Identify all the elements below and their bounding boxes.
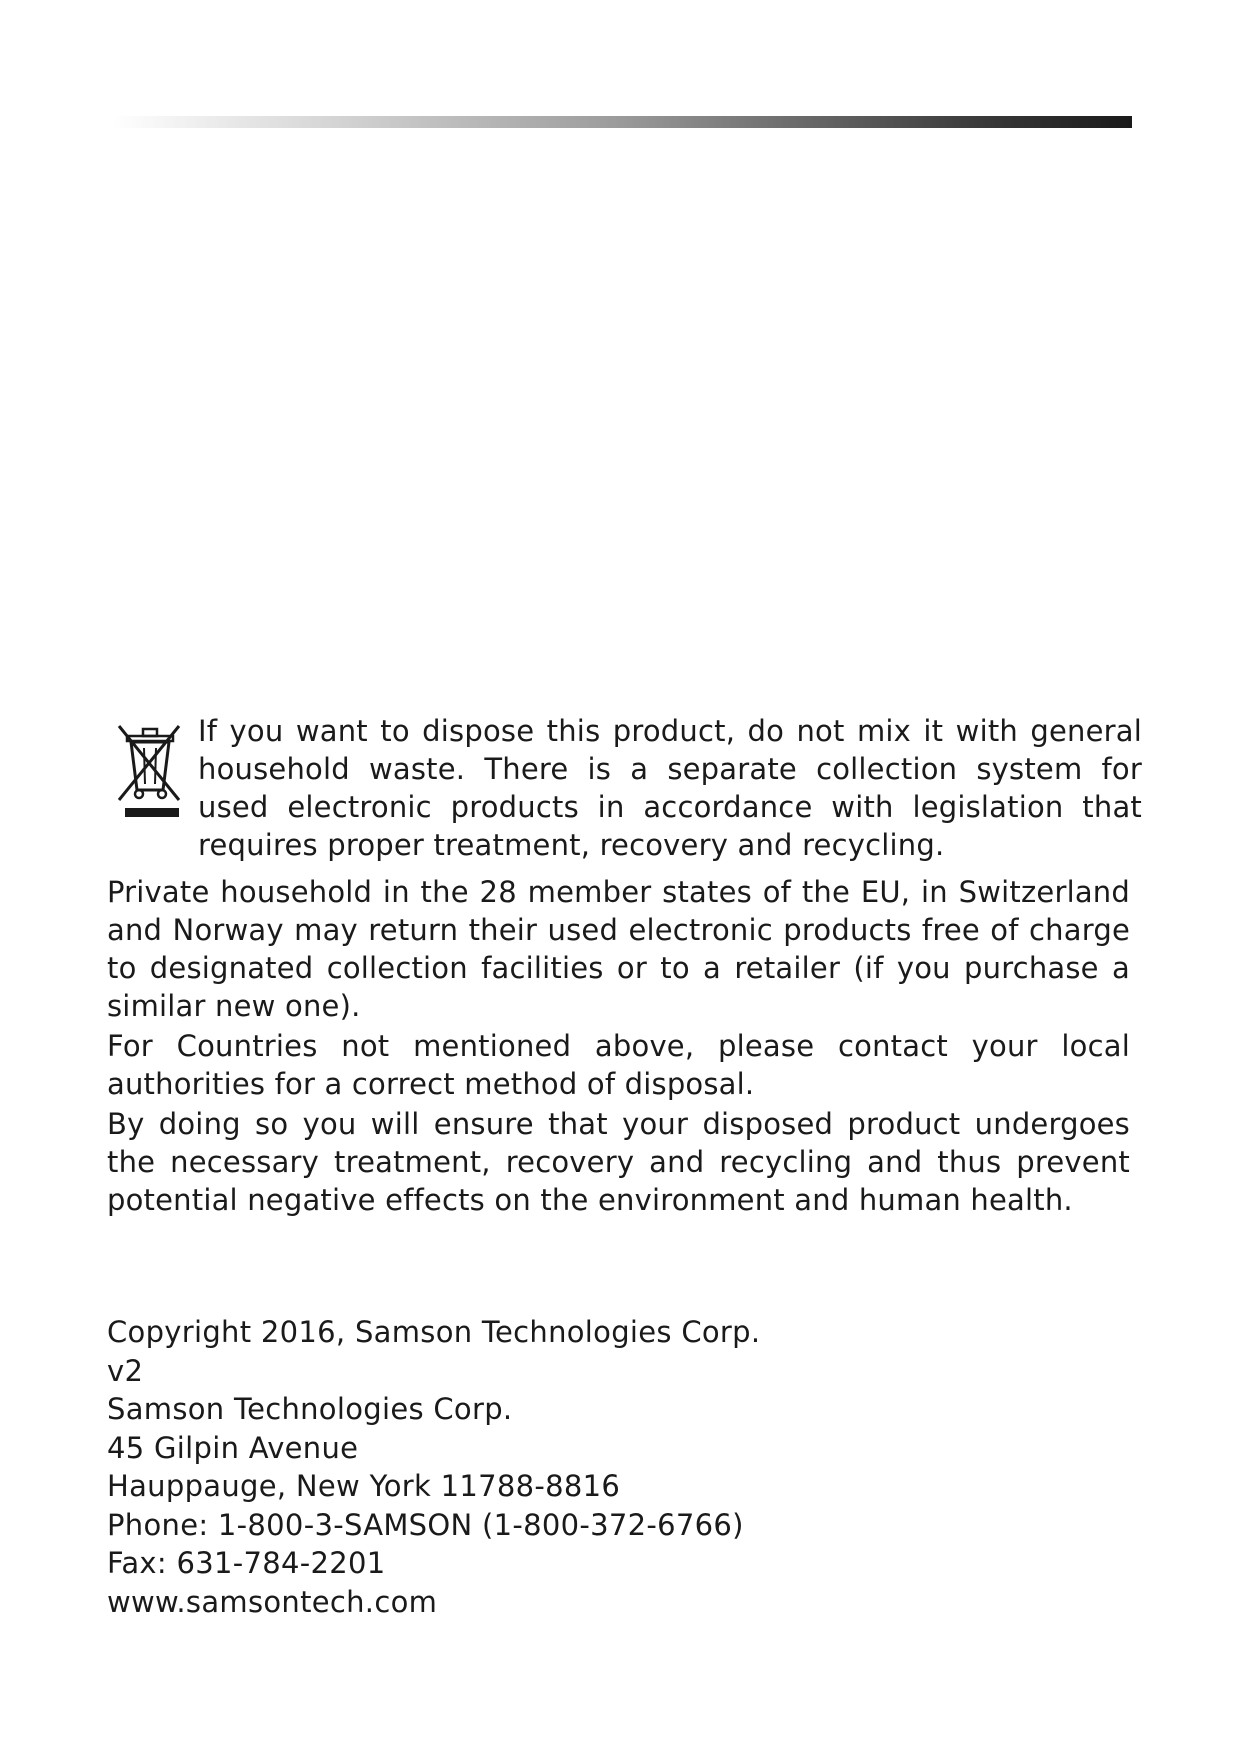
street-address: 45 Gilpin Avenue	[107, 1430, 359, 1465]
phone-line: Phone: 1-800-3-SAMSON (1-800-372-6766)	[107, 1507, 744, 1542]
website-link[interactable]: www.samsontech.com	[107, 1584, 438, 1619]
weee-notice	[107, 712, 1142, 864]
fax-line: Fax: 631-784-2201	[107, 1546, 386, 1580]
crossed-out-wheelie-bin-icon	[115, 720, 185, 820]
company-footer	[107, 1313, 1007, 1621]
copyright-line: Copyright 2016, Samson Technologies Corp.	[107, 1315, 761, 1349]
eu-return-paragraph: Private household in the 28 member states of the EU, in Switzerland and Norway may return their used electronic products free of charge to designated collection facilities or to a retailer (if you purchase a similar new one).	[107, 875, 1130, 1023]
environment-paragraph: By doing so you will ensure that your disposed product undergoes the necessary treatment, recovery and recycling and thus prevent potential negative effects on the environment and human health.	[107, 1107, 1130, 1217]
disposal-information	[107, 873, 1130, 1221]
company-name: Samson Technologies Corp.	[107, 1392, 513, 1426]
weee-notice-text: If you want to dispose this product, do not mix it with general household waste. There is a separate collection system for used electronic products in accordance with legislation that requires proper treatment, recovery and recycling.	[198, 714, 1142, 862]
city-address: Hauppauge, New York 11788-8816	[107, 1469, 621, 1503]
other-countries-paragraph: For Countries not mentioned above, please contact your local authorities for a correct method of disposal.	[107, 1029, 1130, 1101]
header-gradient-bar	[112, 116, 1132, 128]
version-line: v2	[107, 1353, 144, 1388]
